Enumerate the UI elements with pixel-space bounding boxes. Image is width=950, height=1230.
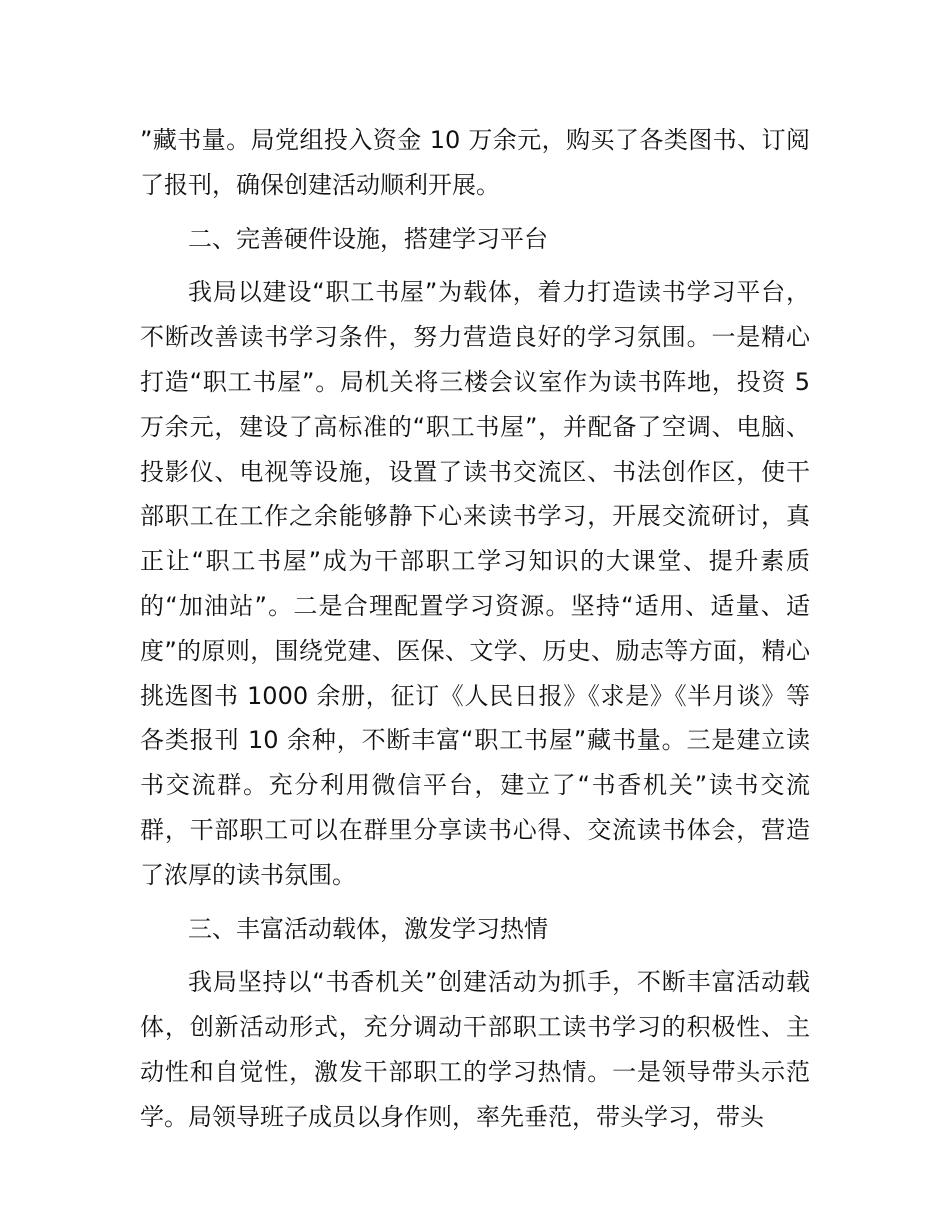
section-heading-3: 三、丰富活动载体，激发学习热情: [188, 914, 548, 943]
paragraph-section-2: 我局以建设“职工书屋”为载体，着力打造读书学习平台，不断改善读书学习条件，努力营造良好的学习氛围。一是精心打造“职工书屋”。局机关将三楼会议室作为读书阵地，投资 5 万余元，建设了高标准的“职工书屋”，并配备了空调、电脑、投影仪、电视等设施，设置了读书交流区、书法创作区，使干部职工在工作之余能够静下心来读书学习，开展交流研讨，真正让“职工书屋”成为干部职工学习知识的大课堂、提升素质的“加油站”。二是合理配置学习资源。坚持“适用、适量、适度”的原则，围绕党建、医保、文学、历史、励志等方面，精心挑选图书 1000 余册，征订《人民日报》《求是》《半月谈》等各类报刊 10 余种，不断丰富“职工书屋”藏书量。三是建立读书交流群。充分利用微信平台，建立了“书香机关”读书交流群，干部职工可以在群里分享读书心得、交流读书体会，营造了浓厚的读书氛围。: [140, 278, 810, 889]
document-body: [140, 118, 810, 1149]
paragraph-continuation: ”藏书量。局党组投入资金 10 万余元，购买了各类图书、订阅了报刊，确保创建活动顺利开展。: [140, 126, 810, 199]
section-heading-2: 二、完善硬件设施，搭建学习平台: [188, 224, 548, 253]
paragraph-section-3: 我局坚持以“书香机关”创建活动为抓手，不断丰富活动载体，创新活动形式，充分调动干部职工读书学习的积极性、主动性和自觉性，激发干部职工的学习热情。一是领导带头示范学。局领导班子成员以身作则，率先垂范，带头学习，带头: [140, 968, 810, 1131]
